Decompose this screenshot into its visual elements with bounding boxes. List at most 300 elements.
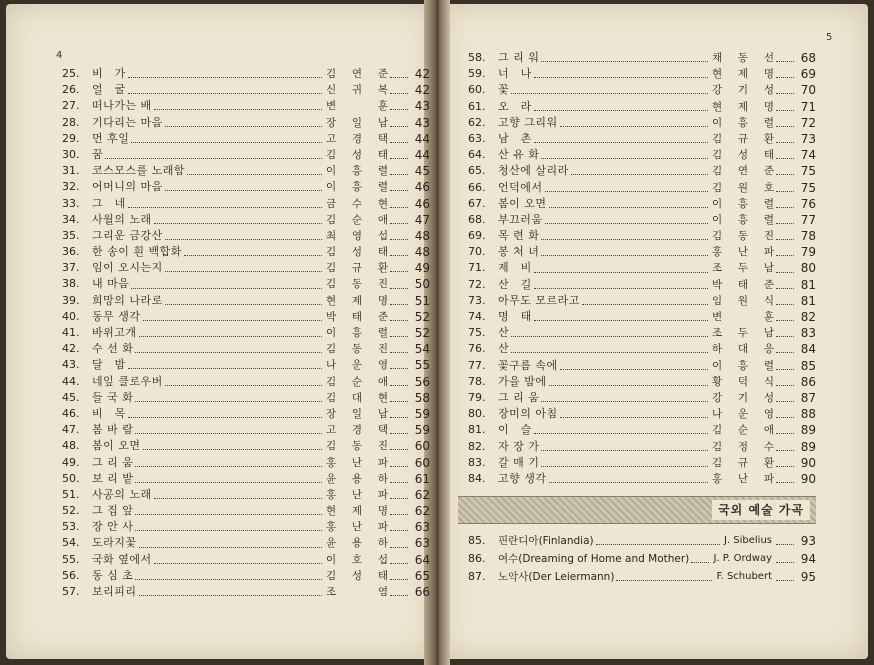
entry-number: 40. xyxy=(62,309,80,323)
entry-composer: 홍 난 파 xyxy=(326,521,388,534)
leader-dots xyxy=(776,335,794,337)
toc-entry xyxy=(468,82,816,98)
entry-page: 64 xyxy=(414,552,430,567)
entry-number: 46. xyxy=(62,406,80,420)
left-page-number: 4 xyxy=(56,50,63,61)
entry-composer: 이 흥 렬 xyxy=(712,359,774,372)
leader-dots xyxy=(534,432,708,434)
entry-title: 산 xyxy=(498,342,510,356)
entry-page: 44 xyxy=(414,131,430,146)
entry-page: 70 xyxy=(800,83,816,98)
leader-dots xyxy=(154,497,322,499)
toc-entry xyxy=(468,471,816,487)
entry-title: 봄 바 람 xyxy=(92,423,134,437)
section-title: 국외 예술 가곡 xyxy=(712,500,810,520)
leader-dots xyxy=(139,594,322,596)
entry-number: 57. xyxy=(62,585,80,598)
entry-number: 62. xyxy=(468,115,486,129)
leader-dots xyxy=(143,448,322,450)
entry-title: 한 송이 흰 백합화 xyxy=(92,245,182,259)
entry-page: 46 xyxy=(414,196,430,211)
leader-dots xyxy=(776,141,794,143)
entry-page: 89 xyxy=(800,423,816,438)
toc-entry xyxy=(62,66,430,82)
entry-composer: 장 일 남 xyxy=(326,407,388,420)
toc-entry xyxy=(62,212,430,228)
entry-composer: 김 정 수 xyxy=(712,440,774,453)
entry-number: 70. xyxy=(468,245,486,259)
leader-dots xyxy=(541,238,708,240)
entry-number: 71. xyxy=(468,261,486,275)
leader-dots xyxy=(139,546,322,548)
leader-dots xyxy=(560,416,708,418)
leader-dots xyxy=(165,125,322,127)
entry-composer: 고 경 택 xyxy=(326,424,388,437)
entry-title: 남 촌 xyxy=(498,131,532,145)
entry-title: 봄이 오면 xyxy=(92,439,141,453)
entry-composer: 임 원 식 xyxy=(712,294,774,307)
leader-dots xyxy=(545,222,708,224)
entry-title: 떠나가는 배 xyxy=(92,99,152,113)
entry-page: 75 xyxy=(800,180,816,195)
entry-title: 임이 오시는지 xyxy=(92,261,163,275)
toc-entry xyxy=(62,293,430,309)
toc-entry xyxy=(62,438,430,454)
toc-entry xyxy=(62,131,430,147)
entry-composer: 이 호 섭 xyxy=(326,553,388,566)
entry-page: 48 xyxy=(414,245,430,260)
entry-number: 87. xyxy=(468,570,486,583)
entry-title: 코스모스를 노래함 xyxy=(92,164,186,178)
entry-title: 그 리 움 xyxy=(498,390,540,404)
leader-dots xyxy=(390,384,408,386)
toc-entry xyxy=(62,568,430,584)
leader-dots xyxy=(390,432,408,434)
leader-dots xyxy=(560,368,708,370)
leader-dots xyxy=(128,76,322,78)
entry-number: 49. xyxy=(62,455,80,469)
entry-page: 59 xyxy=(414,423,430,438)
leader-dots xyxy=(534,271,708,273)
entry-title: 먼 후일 xyxy=(92,131,130,145)
right-toc-list xyxy=(468,50,816,487)
entry-number: 56. xyxy=(62,568,80,582)
entry-page: 47 xyxy=(414,212,430,227)
entry-title: 보 리 밭 xyxy=(92,471,134,485)
entry-composer: 박 태 준 xyxy=(712,278,774,291)
leader-dots xyxy=(390,238,408,240)
entry-page: 52 xyxy=(414,309,430,324)
toc-entry xyxy=(62,260,430,276)
entry-title: 바위고개 xyxy=(92,326,137,339)
entry-title: 산 유 화 xyxy=(498,148,540,162)
toc-entry xyxy=(62,98,430,114)
leader-dots xyxy=(549,206,708,208)
entry-title: 동 심 초 xyxy=(92,568,134,582)
toc-entry xyxy=(468,309,816,325)
leader-dots xyxy=(390,222,408,224)
leader-dots xyxy=(541,400,708,402)
entry-number: 41. xyxy=(62,326,80,339)
entry-composer: 김 연 준 xyxy=(712,165,774,178)
leader-dots xyxy=(776,206,794,208)
entry-composer: 김 대 현 xyxy=(326,391,388,404)
entry-composer: 최 영 섭 xyxy=(326,229,388,242)
leader-dots xyxy=(187,173,322,175)
entry-number: 81. xyxy=(468,423,486,437)
entry-page: 54 xyxy=(414,342,430,357)
entry-title: 언덕에서 xyxy=(498,180,543,194)
entry-number: 67. xyxy=(468,196,486,210)
entry-number: 30. xyxy=(62,147,80,161)
entry-page: 83 xyxy=(800,326,816,341)
leader-dots xyxy=(390,529,408,531)
leader-dots xyxy=(390,578,408,580)
leader-dots xyxy=(390,448,408,450)
entry-composer: 장 일 남 xyxy=(326,116,388,129)
entry-page: 55 xyxy=(414,358,430,373)
entry-composer: 윤 용 하 xyxy=(326,537,388,550)
leader-dots xyxy=(390,367,408,369)
toc-entry xyxy=(468,180,816,196)
toc-entry xyxy=(62,276,430,292)
entry-title: 어머니의 마음 xyxy=(92,180,163,194)
leader-dots xyxy=(165,238,322,240)
entry-number: 43. xyxy=(62,358,80,372)
entry-title: 봄이 오면 xyxy=(498,196,547,210)
entry-number: 45. xyxy=(62,390,80,404)
entry-title: 산 xyxy=(498,326,510,340)
toc-entry xyxy=(468,374,816,390)
entry-title: 명 태 xyxy=(498,310,532,323)
entry-title: 자 장 가 xyxy=(498,439,540,453)
entry-composer: 김 규 환 xyxy=(712,132,774,145)
leader-dots xyxy=(534,109,708,111)
leader-dots xyxy=(390,546,408,548)
toc-entry xyxy=(62,406,430,422)
entry-page: 60 xyxy=(414,439,430,454)
toc-entry xyxy=(62,163,430,179)
entry-composer: 채 동 선 xyxy=(712,52,774,64)
entry-title: 가을 밤에 xyxy=(498,374,547,388)
leader-dots xyxy=(534,287,708,289)
leader-dots xyxy=(390,108,408,110)
entry-title: 그 리 워 xyxy=(498,51,540,64)
entry-page: 59 xyxy=(414,406,430,421)
leader-dots xyxy=(776,384,794,386)
toc-entry xyxy=(468,228,816,244)
toc-entry xyxy=(62,503,430,519)
leader-dots xyxy=(165,189,322,191)
leader-dots xyxy=(776,561,794,563)
entry-number: 78. xyxy=(468,374,486,388)
entry-number: 47. xyxy=(62,423,80,437)
leader-dots xyxy=(131,141,322,143)
entry-number: 79. xyxy=(468,390,486,404)
entry-number: 55. xyxy=(62,552,80,566)
entry-number: 26. xyxy=(62,83,80,97)
leader-dots xyxy=(390,351,408,353)
toc-entry xyxy=(62,325,430,341)
entry-title: 장 안 사 xyxy=(92,520,134,534)
toc-entry xyxy=(468,532,816,550)
entry-page: 63 xyxy=(414,520,430,535)
entry-title: 보리피리 xyxy=(92,585,137,598)
toc-entry xyxy=(62,244,430,260)
entry-composer: 강 기 성 xyxy=(712,84,774,97)
toc-entry xyxy=(62,552,430,568)
entry-number: 42. xyxy=(62,342,80,356)
leader-dots xyxy=(511,335,708,337)
entry-page: 62 xyxy=(414,487,430,502)
entry-number: 73. xyxy=(468,293,486,307)
entry-number: 84. xyxy=(468,471,486,485)
entry-page: 84 xyxy=(800,342,816,357)
entry-page: 77 xyxy=(800,212,816,227)
entry-composer: 김 성 태 xyxy=(326,148,388,161)
entry-title: 너 나 xyxy=(498,67,532,81)
entry-title: 수 선 화 xyxy=(92,342,134,356)
entry-page: 43 xyxy=(414,115,430,130)
leader-dots xyxy=(135,465,322,467)
entry-page: 69 xyxy=(800,67,816,82)
leader-dots xyxy=(560,125,708,127)
entry-composer: 김 순 애 xyxy=(712,424,774,437)
entry-composer: 현 제 명 xyxy=(712,68,774,81)
entry-number: 52. xyxy=(62,504,80,518)
entry-number: 29. xyxy=(62,131,80,145)
leader-dots xyxy=(128,206,322,208)
entry-page: 78 xyxy=(800,229,816,244)
entry-composer: 이 흥 렬 xyxy=(712,213,774,226)
entry-page: 74 xyxy=(800,148,816,163)
toc-entry xyxy=(62,487,430,503)
toc-entry xyxy=(468,99,816,115)
entry-number: 60. xyxy=(468,83,486,97)
entry-title: 아무도 모르라고 xyxy=(498,293,580,307)
entry-composer: 현 제 명 xyxy=(326,505,388,518)
leader-dots xyxy=(390,562,408,564)
leader-dots xyxy=(390,141,408,143)
entry-page: 51 xyxy=(414,293,430,308)
entry-page: 80 xyxy=(800,261,816,276)
leader-dots xyxy=(390,465,408,467)
leader-dots xyxy=(545,190,708,192)
toc-entry xyxy=(62,390,430,406)
entry-page: 75 xyxy=(800,164,816,179)
entry-page: 42 xyxy=(414,83,430,98)
toc-entry xyxy=(468,390,816,406)
entry-page: 81 xyxy=(800,277,816,292)
toc-entry xyxy=(62,374,430,390)
entry-composer: 조 두 남 xyxy=(712,327,774,340)
leader-dots xyxy=(135,351,322,353)
leader-dots xyxy=(154,562,322,564)
entry-page: 76 xyxy=(800,196,816,211)
entry-page: 88 xyxy=(800,407,816,422)
leader-dots xyxy=(776,303,794,305)
entry-title: 청산에 살리라 xyxy=(498,164,569,178)
entry-title: 부끄러움 xyxy=(498,212,543,226)
leader-dots xyxy=(165,270,322,272)
leader-dots xyxy=(511,92,708,94)
entry-number: 35. xyxy=(62,228,80,242)
entry-composer: 강 기 성 xyxy=(712,391,774,404)
toc-entry xyxy=(468,244,816,260)
entry-page: 89 xyxy=(800,439,816,454)
leader-dots xyxy=(534,76,708,78)
leader-dots xyxy=(131,287,322,289)
entry-composer: 홍 난 파 xyxy=(712,246,774,259)
entry-page: 44 xyxy=(414,147,430,162)
entry-title: 장미의 아침 xyxy=(498,407,558,421)
entry-title: 여수(Dreaming of Home and Mother) xyxy=(498,553,690,565)
entry-page: 81 xyxy=(800,293,816,308)
leader-dots xyxy=(139,335,322,337)
leader-dots xyxy=(135,400,322,402)
entry-composer: 고 경 택 xyxy=(326,132,388,145)
leader-dots xyxy=(776,222,794,224)
entry-number: 69. xyxy=(468,229,486,243)
entry-number: 34. xyxy=(62,212,80,226)
entry-composer: 조 두 남 xyxy=(712,262,774,275)
entry-number: 85. xyxy=(468,534,486,547)
entry-title: 꿈 xyxy=(92,147,104,161)
toc-entry xyxy=(62,309,430,325)
section-banner xyxy=(458,496,816,524)
leader-dots xyxy=(691,561,709,563)
entry-title: 달 밤 xyxy=(92,358,126,372)
leader-dots xyxy=(776,92,794,94)
entry-number: 48. xyxy=(62,439,80,453)
entry-composer: 나 운 영 xyxy=(326,359,388,372)
entry-number: 37. xyxy=(62,261,80,275)
entry-title: 국화 옆에서 xyxy=(92,552,152,566)
leader-dots xyxy=(390,270,408,272)
entry-composer: 김 동 진 xyxy=(326,343,388,356)
leader-dots xyxy=(390,303,408,305)
entry-composer: 하 대 응 xyxy=(712,343,774,356)
toc-entry xyxy=(468,406,816,422)
entry-title: 고향 그리워 xyxy=(498,115,558,129)
leader-dots xyxy=(390,319,408,321)
entry-page: 42 xyxy=(414,67,430,81)
entry-number: 72. xyxy=(468,277,486,291)
entry-title: 얼 굴 xyxy=(92,83,126,97)
entry-composer: 변 훈 xyxy=(712,311,774,323)
entry-number: 36. xyxy=(62,245,80,259)
leader-dots xyxy=(165,384,322,386)
entry-number: 59. xyxy=(468,67,486,81)
toc-entry xyxy=(62,115,430,131)
entry-composer: 변 훈 xyxy=(326,100,388,113)
toc-entry xyxy=(468,50,816,66)
leader-dots xyxy=(154,222,322,224)
entry-composer: 김 동 진 xyxy=(712,230,774,243)
leader-dots xyxy=(154,108,322,110)
leader-dots xyxy=(135,578,322,580)
toc-entry xyxy=(468,293,816,309)
leader-dots xyxy=(776,368,794,370)
entry-composer: 김 성 태 xyxy=(326,569,388,582)
entry-title: 비 목 xyxy=(92,406,126,420)
leader-dots xyxy=(776,287,794,289)
entry-composer: 현 제 명 xyxy=(712,100,774,113)
leader-dots xyxy=(776,109,794,111)
entry-title: 사공의 노래 xyxy=(92,487,152,501)
entry-page: 94 xyxy=(800,552,816,566)
leader-dots xyxy=(776,76,794,78)
leader-dots xyxy=(184,254,322,256)
entry-title: 핀란디아(Finlandia) xyxy=(498,535,594,547)
leader-dots xyxy=(616,579,712,581)
leader-dots xyxy=(390,206,408,208)
entry-page: 95 xyxy=(800,570,816,584)
entry-title: 들 국 화 xyxy=(92,390,134,404)
leader-dots xyxy=(128,92,322,94)
entry-number: 75. xyxy=(468,326,486,340)
leader-dots xyxy=(776,465,794,467)
leader-dots xyxy=(776,125,794,127)
toc-entry xyxy=(62,357,430,373)
leader-dots xyxy=(511,351,708,353)
entry-number: 32. xyxy=(62,180,80,194)
entry-page: 93 xyxy=(800,534,816,548)
entry-composer: 김 순 애 xyxy=(326,375,388,388)
leader-dots xyxy=(549,384,708,386)
toc-entry xyxy=(468,550,816,568)
entry-title: 사월의 노래 xyxy=(92,212,152,226)
entry-composer: 김 순 애 xyxy=(326,213,388,226)
entry-page: 50 xyxy=(414,277,430,292)
entry-composer: 박 태 준 xyxy=(326,310,388,323)
leader-dots xyxy=(128,416,322,418)
entry-number: 51. xyxy=(62,487,80,501)
leader-dots xyxy=(390,481,408,483)
entry-composer: 윤 용 하 xyxy=(326,472,388,485)
entry-title: 꽃 xyxy=(498,83,510,97)
entry-title: 그 네 xyxy=(92,196,126,210)
entry-composer: 이 흥 렬 xyxy=(326,181,388,194)
toc-entry xyxy=(62,471,430,487)
leader-dots xyxy=(776,432,794,434)
toc-entry xyxy=(468,325,816,341)
entry-composer: 현 제 명 xyxy=(326,294,388,307)
leader-dots xyxy=(135,481,322,483)
leader-dots xyxy=(390,287,408,289)
entry-number: 61. xyxy=(468,99,486,113)
toc-entry xyxy=(62,519,430,535)
entry-composer: 김 원 호 xyxy=(712,181,774,194)
entry-page: 82 xyxy=(800,310,816,324)
entry-number: 39. xyxy=(62,293,80,307)
leader-dots xyxy=(390,189,408,191)
right-page-number: 5 xyxy=(826,32,833,43)
leader-dots xyxy=(105,157,322,159)
entry-composer: 김 규 환 xyxy=(326,262,388,275)
entry-page: 86 xyxy=(800,374,816,389)
entry-page: 63 xyxy=(414,536,430,551)
toc-entry xyxy=(62,535,430,551)
entry-composer: 김 성 태 xyxy=(712,149,774,162)
entry-title: 기다리는 마음 xyxy=(92,115,163,129)
leader-dots xyxy=(776,254,794,256)
entry-number: 50. xyxy=(62,471,80,485)
entry-number: 68. xyxy=(468,212,486,226)
entry-composer: 이 흥 렬 xyxy=(326,165,388,178)
toc-entry xyxy=(62,584,430,600)
leader-dots xyxy=(776,416,794,418)
